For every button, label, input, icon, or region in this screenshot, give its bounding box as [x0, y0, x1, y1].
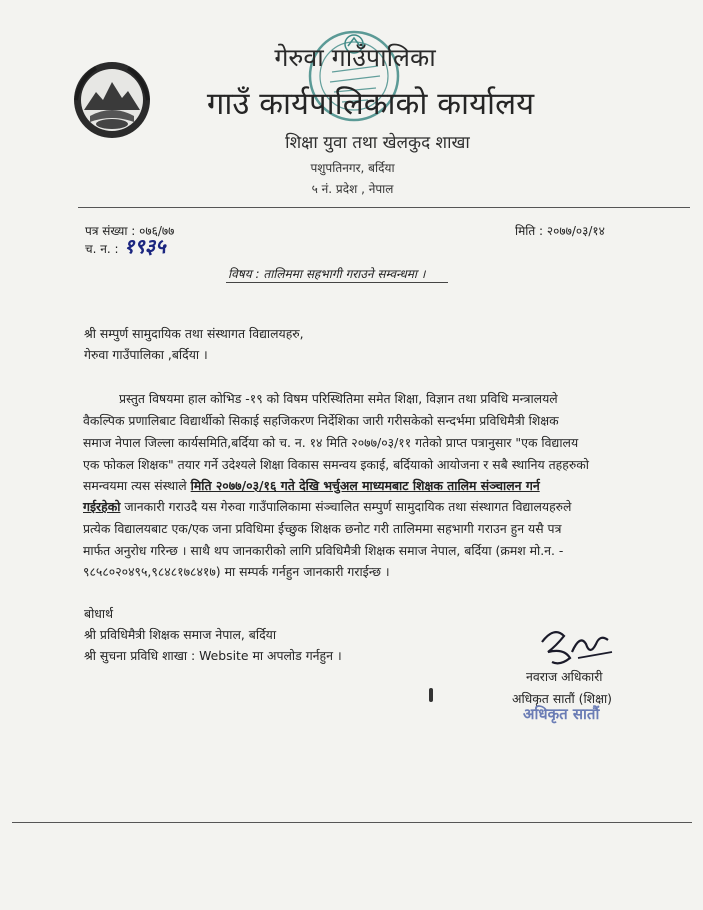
header-divider	[78, 207, 690, 208]
body-line-5	[83, 477, 540, 494]
body-line-8: मार्फत अनुरोध गरिन्छ । साथै थप जानकारीको लागि प्रविधिमैत्री शिक्षक समाज नेपाल, बर्दिया (क्रमश मो.न. -	[83, 543, 564, 558]
nepal-emblem-icon	[70, 58, 154, 142]
body-line-3: समाज नेपाल जिल्ला कार्यसमिति,बर्दिया को च. न. १४ मिति २०७७/०३/११ गतेको प्राप्त पत्रानुसार "एक विद्यालय	[83, 435, 579, 450]
reference-number: पत्र संख्या : ०७६/७७	[85, 224, 175, 238]
office-place: पशुपतिनगर, बर्दिया	[310, 161, 395, 175]
ink-mark	[429, 688, 433, 702]
signatory-stamp: अधिकृत सातौं	[523, 705, 600, 723]
body-line-7: प्रत्येक विद्यालयबाट एक/एक जना प्रविधिमा ईच्छुक शिक्षक छनोट गरी तालिममा सहभागी गराउन हुन यसै पत्र	[83, 521, 562, 536]
body-line-6-rest: जानकारी गराउदै यस गेरुवा गाउँपालिकामा संञ्चालित सम्पुर्ण सामुदायिक तथा संस्थागत विद्यालयहरुले	[120, 499, 572, 514]
ongoing-highlight: गईरहेको	[83, 499, 121, 514]
subject-underline	[226, 282, 448, 283]
cc-heading: बोधार्थ	[84, 606, 114, 621]
body-line-1: प्रस्तुत विषयमा हाल कोभिड -१९ को विषम परिस्थितिमा समेत शिक्षा, विज्ञान तथा प्रविधि मन्त्रालयले	[119, 391, 558, 406]
municipality-name: गेरुवा गाउँपालिका	[274, 43, 436, 72]
body-line-9: ९८५८०२०४९५,९८४८१७८४१७) मा सम्पर्क गर्नहुन जानकारी गराईन्छ ।	[83, 564, 390, 579]
footer-divider	[12, 822, 692, 823]
body-line-4: एक फोकल शिक्षक" तयार गर्ने उदेश्यले शिक्षा विकास समन्वय इकाई, बर्दियाको आयोजना र सबै स्थानिय तहहरुको	[83, 457, 589, 472]
dispatch-label: च. न. :	[85, 242, 119, 256]
office-province: ५ नं. प्रदेश , नेपाल	[311, 182, 394, 196]
signatory-title: अधिकृत सातौं (शिक्षा)	[512, 691, 613, 706]
body-line-2: वैकल्पिक प्रणालिबाट विद्यार्थीको सिकाई सहजिकरण निर्देशिका जारी गरीसकेको सन्दर्भमा प्रविधिमैत्री शिक्षक	[83, 413, 559, 428]
addressee-line-2: गेरुवा गाउँपालिका ,बर्दिया ।	[84, 347, 208, 362]
addressee-line-1: श्री सम्पुर्ण सामुदायिक तथा संस्थागत विद्यालयहरु,	[84, 326, 304, 341]
signatory-name: नवराज अधिकारी	[526, 669, 603, 684]
cc-line-2: श्री सुचना प्रविधि शाखा : Website मा अपलोड गर्नहुन ।	[84, 648, 342, 663]
section-name: शिक्षा युवा तथा खेलकुद शाखा	[285, 133, 470, 153]
body-line-6	[83, 498, 571, 515]
cc-line-1: श्री प्रविधिमैत्री शिक्षक समाज नेपाल, बर्दिया	[84, 627, 277, 642]
office-name: गाउँ कार्यपालिकाको कार्यालय	[206, 86, 535, 122]
body-line-5-start: समन्वयमा त्यस संस्थाले	[83, 478, 191, 493]
training-date-highlight: मिति २०७७/०३/१६ गते देखि भर्चुअल माध्यमबाट शिक्षक तालिम संञ्चालन गर्न	[190, 478, 540, 493]
subject-line: विषय : तालिममा सहभागी गराउने सम्वन्धमा ।	[228, 267, 426, 281]
handwritten-signature-icon	[534, 622, 618, 670]
letter-date: मिति : २०७७/०३/१४	[515, 224, 605, 238]
dispatch-number-handwritten: १९३५	[124, 234, 166, 258]
